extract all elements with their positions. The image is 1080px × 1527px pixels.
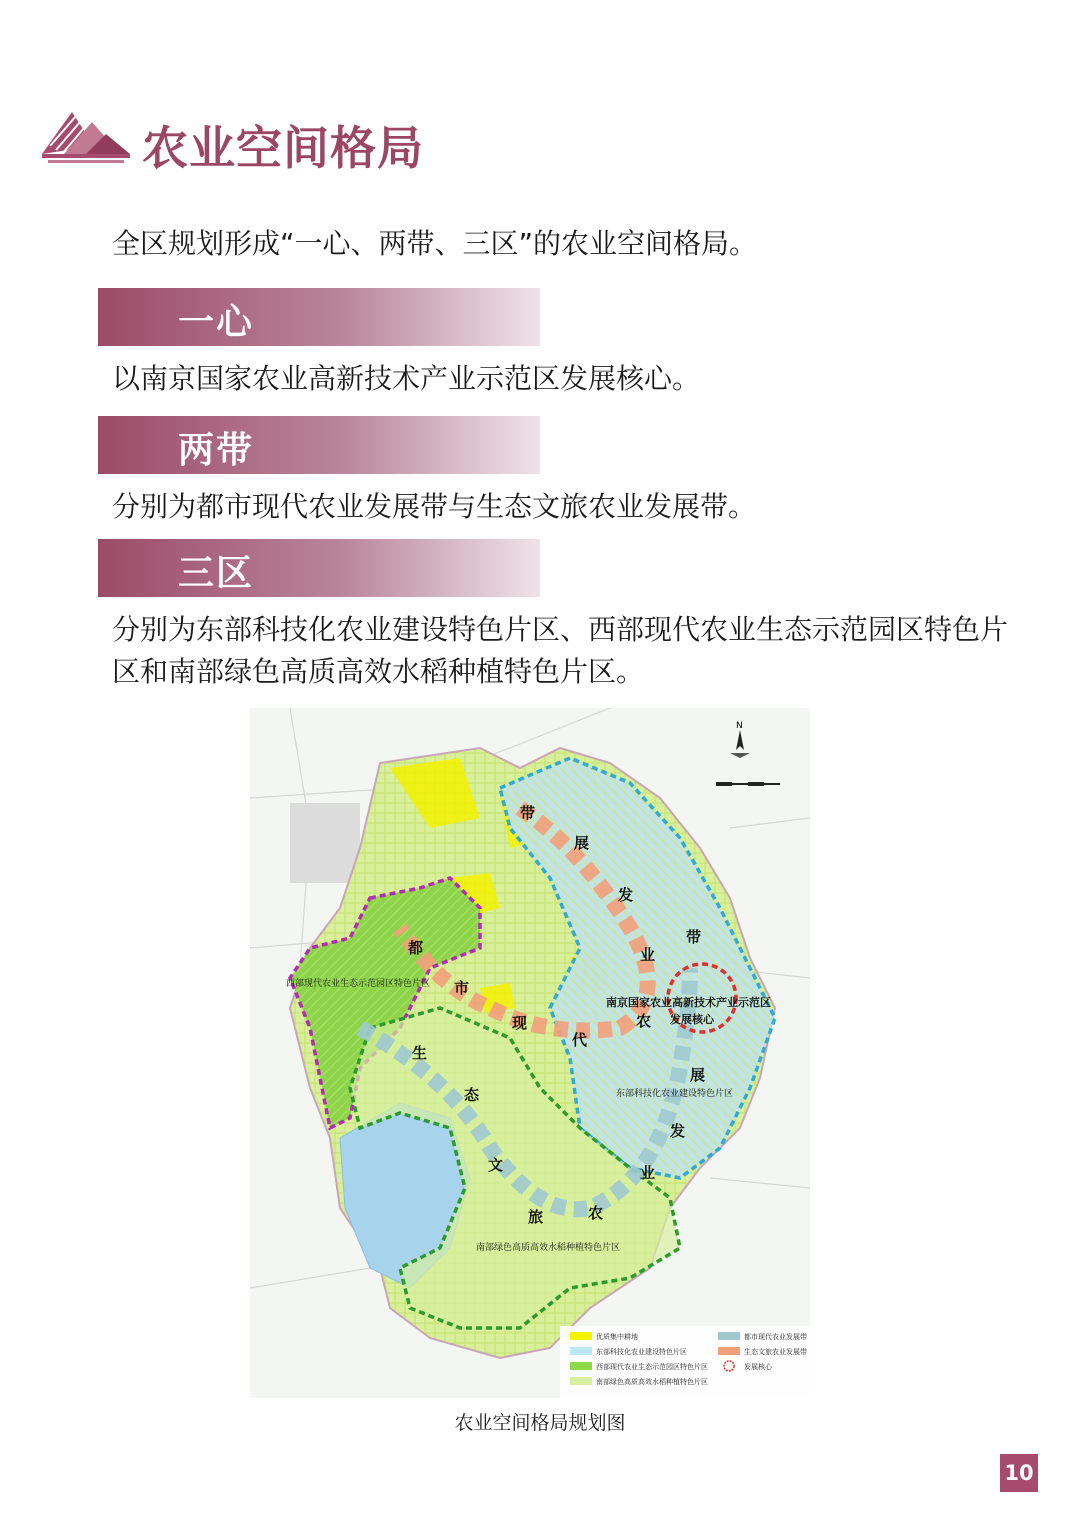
north-label: N bbox=[736, 721, 743, 731]
page-number: 10 bbox=[1000, 1454, 1038, 1492]
belt-char: 发 bbox=[670, 1122, 686, 1140]
belt-char: 业 bbox=[640, 946, 656, 964]
belt-char: 带 bbox=[686, 928, 702, 946]
east-zone-label: 东部科技化农业建设特色片区 bbox=[616, 1089, 734, 1099]
section-band-two-belts bbox=[98, 416, 540, 474]
page-title: 农业空间格局 bbox=[142, 121, 424, 175]
core-label: 南京国家农业高新技术产业示范区 bbox=[606, 996, 771, 1009]
map-legend bbox=[560, 1326, 810, 1398]
section-heading: 三区 bbox=[178, 553, 255, 594]
belt-char: 农 bbox=[636, 1012, 652, 1030]
belt-char: 市 bbox=[454, 979, 470, 997]
legend-label: 优质集中耕地 bbox=[596, 1333, 638, 1341]
belt-char: 态 bbox=[464, 1086, 480, 1104]
section-text: 以南京国家农业高新技术产业示范区发展核心。 bbox=[112, 362, 701, 395]
section-band-three-zones bbox=[98, 539, 540, 597]
section-heading: 两带 bbox=[178, 430, 255, 471]
planning-map-graphic bbox=[250, 708, 810, 1398]
belt-char: 农 bbox=[588, 1204, 604, 1222]
belt-char: 文 bbox=[488, 1156, 504, 1174]
belt-char: 业 bbox=[640, 1164, 656, 1182]
legend-label: 东部科技化农业建设特色片区 bbox=[596, 1348, 687, 1356]
section-text: 分别为都市现代农业发展带与生态文旅农业发展带。 bbox=[112, 490, 757, 523]
intro-text: 全区规划形成“一心、两带、三区”的农业空间格局。 bbox=[112, 227, 758, 260]
legend-label: 西部现代农业生态示范园区特色片区 bbox=[596, 1363, 708, 1371]
map-caption: 农业空间格局规划图 bbox=[454, 1412, 626, 1434]
section-band-one-heart bbox=[98, 288, 540, 346]
belt-char: 都 bbox=[408, 939, 424, 957]
core-label: 发展核心 bbox=[670, 1013, 714, 1026]
belt-char: 现 bbox=[512, 1014, 528, 1032]
legend-label: 生态文旅农业发展带 bbox=[744, 1348, 807, 1356]
mountain-logo-icon bbox=[42, 104, 132, 166]
belt-char: 生 bbox=[412, 1044, 428, 1062]
west-zone-label: 西部现代农业生态示范园区特色片区 bbox=[286, 979, 431, 989]
section-text: 分别为东部科技化农业建设特色片区、西部现代农业生态示范园区特色片区和南部绿色高质高效水稻种植特色片区。 bbox=[112, 613, 1009, 688]
planning-map bbox=[250, 708, 810, 1398]
south-zone-label: 南部绿色高质高效水稻种植特色片区 bbox=[476, 1243, 621, 1253]
belt-char: 展 bbox=[574, 834, 590, 852]
belt-char: 代 bbox=[572, 1031, 588, 1049]
belt-char: 展 bbox=[690, 1066, 706, 1084]
belt-char: 发 bbox=[618, 886, 634, 904]
legend-label: 都市现代农业发展带 bbox=[744, 1333, 807, 1341]
belt-char: 带 bbox=[520, 804, 536, 822]
section-heading: 一心 bbox=[178, 302, 255, 343]
legend-label: 南部绿色高质高效水稻种植特色片区 bbox=[596, 1378, 708, 1386]
legend-label: 发展核心 bbox=[744, 1363, 772, 1371]
belt-char: 旅 bbox=[528, 1208, 544, 1226]
